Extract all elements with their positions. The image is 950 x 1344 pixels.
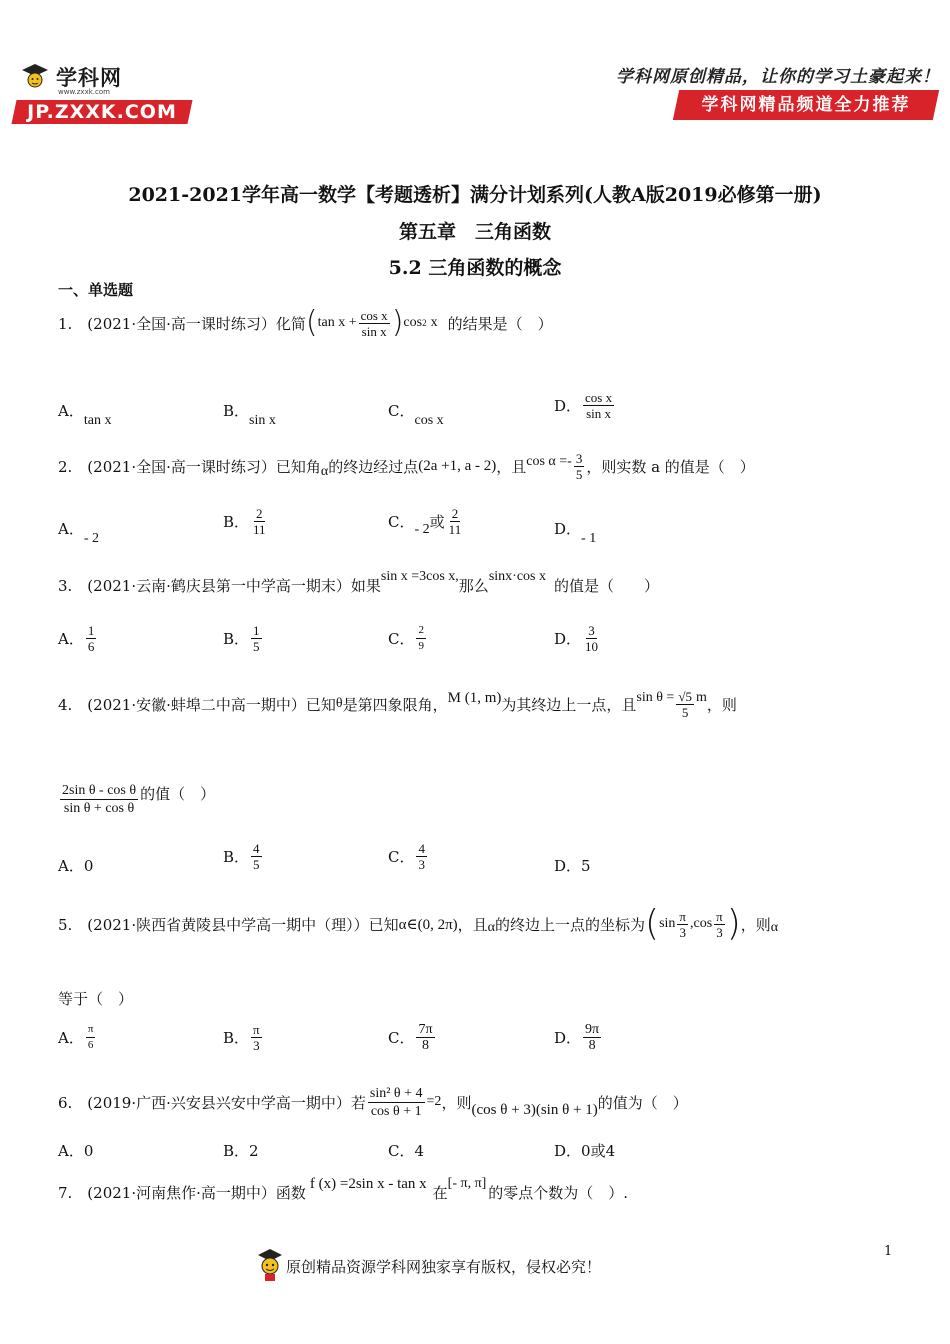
question-2-prefix: 2. (2021·全国·高一课时练习）已知角 xyxy=(58,457,321,476)
fraction-den: 3 xyxy=(679,924,686,940)
fraction-den: 6 xyxy=(87,639,95,654)
question-4-suffix: ，则 xyxy=(706,695,737,714)
question-4 xyxy=(58,682,737,726)
fraction-den: 11 xyxy=(448,522,462,537)
fraction xyxy=(676,689,694,720)
math-x: x xyxy=(430,315,438,330)
fraction-num: 2 xyxy=(416,623,426,639)
math-point: (2a +1, a - 2) xyxy=(418,457,497,474)
slogan-banner xyxy=(673,90,939,120)
option-2d xyxy=(554,518,597,546)
question-7 xyxy=(58,1172,628,1212)
math-sin: sin θ = xyxy=(636,690,675,705)
fraction-num: 2sin θ - cos θ xyxy=(62,783,137,798)
fraction xyxy=(416,623,426,654)
option-4d xyxy=(554,855,591,876)
question-text: ，则 xyxy=(441,1093,472,1112)
fraction-num: 1 xyxy=(253,623,260,638)
math-cos: cos xyxy=(403,315,423,330)
question-1 xyxy=(58,303,553,343)
paren-left: ( xyxy=(305,305,318,340)
option-6c xyxy=(388,1140,424,1161)
fraction-num: 2 xyxy=(256,506,263,521)
footer xyxy=(256,1248,676,1284)
question-6-prefix: 6. (2019·广西·兴安县兴安中学高一期中）若 xyxy=(58,1093,366,1112)
option-6b xyxy=(223,1140,259,1161)
question-text: 为其终边上一点，且 xyxy=(501,695,637,714)
fraction xyxy=(368,1085,425,1120)
fraction-den: 8 xyxy=(588,1038,596,1053)
option-label: A． xyxy=(58,520,84,538)
option-5a xyxy=(58,1022,97,1053)
fraction-num: cos x xyxy=(585,390,613,405)
fraction xyxy=(251,623,262,654)
question-7-suffix: 的零点个数为（ ）. xyxy=(488,1183,629,1202)
mascot-icon xyxy=(256,1248,284,1282)
fraction xyxy=(583,390,614,421)
fraction xyxy=(447,506,464,537)
math-alpha: α xyxy=(770,920,779,935)
fraction-num: 7π xyxy=(418,1022,433,1037)
option-value: cos x xyxy=(414,413,444,428)
option-6d xyxy=(554,1140,615,1161)
option-label: B． xyxy=(223,513,250,531)
fraction xyxy=(251,841,262,872)
fraction-num: cos x xyxy=(360,307,388,323)
option-label: D． xyxy=(554,857,582,875)
graduation-cap-icon xyxy=(20,62,50,90)
question-1-suffix: 的结果是（ ） xyxy=(447,314,553,333)
fraction-den: cos θ + 1 xyxy=(370,1103,422,1119)
option-4c xyxy=(388,841,429,872)
math-cos: ,cos xyxy=(689,916,713,931)
option-value: - 2 xyxy=(414,521,430,537)
question-text: 在 xyxy=(432,1183,448,1202)
option-5d xyxy=(554,1022,603,1053)
fraction-num: 3 xyxy=(575,450,583,466)
option-label: B． xyxy=(223,402,250,420)
question-text: 的终边上一点的坐标为 xyxy=(495,915,646,934)
option-label: B． xyxy=(223,1142,250,1160)
option-2b xyxy=(223,506,270,537)
question-2 xyxy=(58,446,755,486)
option-label: A． xyxy=(58,1142,84,1160)
fraction xyxy=(359,308,390,339)
option-3c xyxy=(388,623,428,654)
math-tan: tan x + xyxy=(317,315,357,330)
fraction-den: 9 xyxy=(418,640,424,652)
fraction xyxy=(86,623,97,654)
fraction-den: 8 xyxy=(422,1038,430,1053)
question-6-suffix: 的值为（ ） xyxy=(597,1093,688,1112)
option-label: D． xyxy=(554,520,582,538)
fraction xyxy=(251,506,268,537)
math-sin: sin xyxy=(659,916,676,931)
question-text: ，则 xyxy=(740,915,771,934)
fraction xyxy=(86,1022,96,1053)
paren-right: ) xyxy=(391,305,404,340)
question-7-prefix: 7. (2021·河南焦作·高一期中）函数 xyxy=(58,1183,306,1202)
math-alpha: α xyxy=(320,464,329,479)
question-text: ，且 xyxy=(496,457,527,476)
slogan-banner-text: 学科网精品频道全力推荐 xyxy=(701,95,911,115)
option-label: B． xyxy=(223,630,250,648)
fraction-den: 3 xyxy=(716,924,723,940)
question-3-prefix: 3. (2021·云南·鹤庆县第一中学高一期末）如果 xyxy=(58,576,381,595)
math-alpha: α xyxy=(487,920,495,935)
question-text: ，且 xyxy=(457,915,488,934)
fraction-den: 3 xyxy=(418,857,425,872)
fraction-den: 5 xyxy=(681,704,689,720)
math-expr: (cos θ + 3)(sin θ + 1) xyxy=(471,1101,598,1118)
fraction-num: sin² θ + 4 xyxy=(369,1085,423,1101)
option-1a xyxy=(58,400,112,428)
fraction xyxy=(416,841,427,872)
logo-banner xyxy=(11,100,192,124)
option-label: C． xyxy=(388,1029,415,1047)
option-label: D． xyxy=(554,630,582,648)
option-label: C． xyxy=(388,513,415,531)
option-label: D． xyxy=(554,1142,582,1160)
option-label: A． xyxy=(58,630,84,648)
option-3a xyxy=(58,623,98,654)
option-3b xyxy=(223,623,264,654)
fraction-den: 5 xyxy=(575,466,583,482)
logo-url: www.zxxk.com xyxy=(58,88,110,96)
option-value: 0 xyxy=(83,857,94,875)
logo-text: 学科网 xyxy=(56,66,122,90)
question-5-line2: 等于（ ） xyxy=(58,990,134,1008)
question-text: 那么 xyxy=(458,576,489,595)
doc-title-section: 5.2 三角函数的概念 xyxy=(388,257,562,279)
math-expr: sinx·cos x xyxy=(488,569,546,584)
doc-title-line1: 2021-2021学年高一数学【考题透析】满分计划系列(人教A版2019必修第一册) xyxy=(128,184,822,206)
option-label: A． xyxy=(58,402,84,420)
question-4-expr xyxy=(58,782,215,817)
paren-right: ) xyxy=(726,903,741,944)
fraction-den: 5 xyxy=(253,857,260,872)
math-expr: sin x =3cos x, xyxy=(380,569,459,584)
fraction-num: 1 xyxy=(87,623,95,638)
option-or: 或 xyxy=(429,513,445,531)
fraction-num: π xyxy=(716,908,723,924)
option-label: B． xyxy=(223,848,250,866)
option-label: A． xyxy=(58,857,84,875)
option-value: - 1 xyxy=(581,531,597,546)
fraction xyxy=(583,1022,601,1053)
doc-title-chapter: 第五章 三角函数 xyxy=(398,221,551,243)
option-label: C． xyxy=(388,1142,415,1160)
option-label: A． xyxy=(58,1029,84,1047)
math-m: m xyxy=(695,690,707,705)
fraction-num: 9π xyxy=(585,1022,600,1037)
fraction-den: 5 xyxy=(253,639,260,654)
fraction-num: 2 xyxy=(451,506,459,521)
slogan: 学科网原创精品，让你的学习土豪起来！ xyxy=(616,67,940,87)
option-2a xyxy=(58,518,100,546)
fraction-den: 3 xyxy=(253,1038,260,1053)
question-5-prefix: 5. (2021·陕西省黄陵县中学高一期中（理））已知 xyxy=(58,915,399,934)
option-4a xyxy=(58,855,93,876)
option-label: D． xyxy=(554,1029,582,1047)
option-value: 2 xyxy=(249,1142,259,1160)
fraction xyxy=(583,623,600,654)
paren-left: ( xyxy=(645,903,660,944)
option-value: 5 xyxy=(581,857,591,875)
option-label: D． xyxy=(554,397,582,415)
fraction-den: sin x xyxy=(361,323,387,339)
fraction-den: 6 xyxy=(87,1039,94,1051)
fraction-num: 3 xyxy=(588,623,595,638)
fraction-num: 4 xyxy=(253,841,260,856)
fraction xyxy=(60,782,138,817)
question-2-suffix: ，则实数 a 的值是（ ） xyxy=(586,457,755,476)
option-1b xyxy=(223,400,276,428)
math-theta: θ xyxy=(335,696,343,711)
footer-text: 原创精品资源学科网独家享有版权，侵权必究！ xyxy=(286,1258,602,1276)
fraction-den: 10 xyxy=(585,639,599,654)
option-1d xyxy=(554,390,616,421)
fraction xyxy=(714,909,725,940)
math-eq: =2 xyxy=(426,1094,442,1109)
fraction xyxy=(416,1022,434,1053)
option-label: B． xyxy=(223,1029,250,1047)
fraction-den: 11 xyxy=(253,522,266,537)
math-interval: [- π, π] xyxy=(447,1176,487,1191)
math-func: f (x) =2sin x - tan x xyxy=(309,1175,427,1192)
option-1c xyxy=(388,400,444,428)
fraction-den: sin θ + cos θ xyxy=(63,801,135,816)
option-6a xyxy=(58,1140,93,1161)
question-6 xyxy=(58,1080,688,1124)
option-5c xyxy=(388,1022,437,1053)
question-text: 的终边经过点 xyxy=(328,457,419,476)
option-label: C． xyxy=(388,402,415,420)
option-label: C． xyxy=(388,848,415,866)
fraction-num: π xyxy=(86,1022,96,1038)
option-2c xyxy=(388,506,465,537)
question-text: 的值（ ） xyxy=(140,785,216,803)
math-range: α∈(0, 2π) xyxy=(398,916,458,933)
option-label: C． xyxy=(388,630,415,648)
option-value: 0 xyxy=(83,1142,94,1160)
question-3 xyxy=(58,565,659,605)
question-1-prefix: 1. (2021·全国·高一课时练习）化简 xyxy=(58,314,306,333)
fraction xyxy=(574,451,585,482)
option-value: 4 xyxy=(414,1142,425,1160)
math-cos: cos α =- xyxy=(526,454,572,469)
section-label: 一、单选题 xyxy=(58,281,134,299)
question-5 xyxy=(58,900,778,948)
page-number: 1 xyxy=(884,1244,893,1259)
fraction xyxy=(251,1022,262,1053)
option-value: sin x xyxy=(249,413,276,428)
option-5b xyxy=(223,1022,264,1053)
fraction-den: sin x xyxy=(586,406,612,421)
fraction-num: π xyxy=(253,1022,260,1037)
fraction xyxy=(677,909,688,940)
option-4b xyxy=(223,841,264,872)
fraction-num: 4 xyxy=(418,841,425,856)
math-sup: 2 xyxy=(422,318,427,328)
question-4-prefix: 4. (2021·安徽·蚌埠二中高一期中）已知 xyxy=(58,695,336,714)
fraction-num: √5 xyxy=(678,688,692,704)
option-value: tan x xyxy=(83,413,112,428)
option-value: 0或4 xyxy=(581,1142,616,1160)
question-3-suffix: 的值是（ ） xyxy=(553,576,659,595)
option-3d xyxy=(554,623,602,654)
math-point: M (1, m) xyxy=(447,689,502,706)
logo xyxy=(8,58,193,128)
question-text: 是第四象限角， xyxy=(342,695,448,714)
fraction-num: π xyxy=(679,908,686,924)
logo-banner-text: JP.ZXXK.COM xyxy=(27,101,177,123)
option-value: - 2 xyxy=(83,531,100,546)
